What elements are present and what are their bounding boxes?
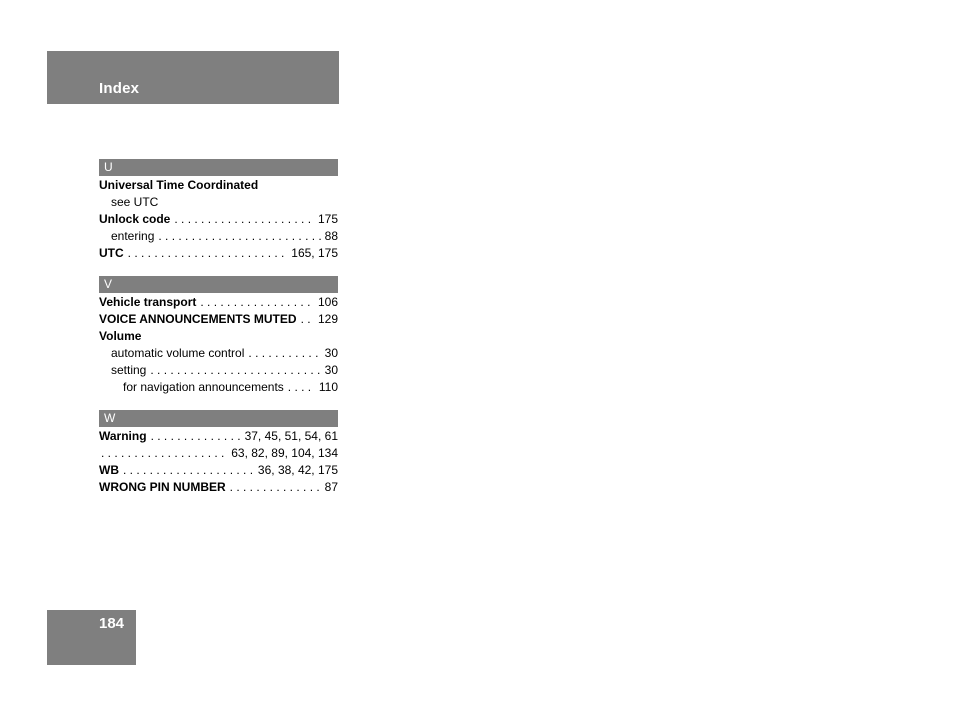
index-term: Universal Time Coordinated	[99, 178, 259, 192]
page-references: 30	[324, 363, 338, 377]
dot-leader	[158, 228, 320, 245]
index-entry	[99, 362, 338, 379]
page-references: 36, 38, 42, 175	[257, 463, 338, 477]
dot-leader	[150, 362, 320, 379]
dot-leader	[174, 211, 314, 228]
index-section-u	[99, 159, 338, 262]
index-entry	[99, 345, 338, 362]
index-term: WRONG PIN NUMBER	[99, 480, 226, 494]
index-entry	[99, 294, 338, 311]
dot-leader	[200, 294, 314, 311]
index-entry	[99, 194, 338, 211]
page-number: 184	[99, 615, 125, 632]
index-term: Vehicle transport	[99, 295, 197, 309]
page-references: 37, 45, 51, 54, 61	[244, 429, 338, 443]
index-term: WB	[99, 463, 119, 477]
page-references: 110	[318, 380, 338, 394]
index-section-v	[99, 276, 338, 396]
index-entry	[99, 311, 338, 328]
dot-leader	[288, 379, 315, 396]
section-letter-header: V	[99, 276, 338, 293]
index-entry	[99, 379, 338, 396]
index-entry	[99, 245, 338, 262]
dot-leader	[128, 245, 288, 262]
index-entry	[99, 328, 338, 345]
index-section-w	[99, 410, 338, 496]
page-references: 30	[324, 346, 338, 360]
page-references: 175	[317, 212, 338, 226]
page-title: Index	[99, 80, 140, 97]
index-term: VOICE ANNOUNCEMENTS MUTED	[99, 312, 297, 326]
index-entry	[99, 211, 338, 228]
page-references: 106	[317, 295, 338, 309]
dot-leader	[123, 462, 254, 479]
header-bar	[47, 51, 339, 104]
footer-bar	[47, 610, 136, 665]
page-references: 165, 175	[291, 246, 338, 260]
index-column	[99, 159, 338, 510]
index-term: entering	[111, 229, 155, 243]
index-term: Volume	[99, 329, 142, 343]
dot-leader	[301, 311, 314, 328]
index-entry	[99, 228, 338, 245]
index-term: for navigation announcements	[123, 380, 284, 394]
index-term: setting	[111, 363, 147, 377]
index-term: automatic volume control	[111, 346, 245, 360]
index-entry	[99, 462, 338, 479]
index-entry	[99, 479, 338, 496]
index-term: see UTC	[111, 195, 159, 209]
dot-leader	[151, 428, 241, 445]
page-references: 129	[317, 312, 338, 326]
section-letter-header: U	[99, 159, 338, 176]
dot-leader	[248, 345, 320, 362]
index-term: Unlock code	[99, 212, 171, 226]
index-term: UTC	[99, 246, 124, 260]
index-entry	[99, 177, 338, 194]
page-references: 87	[324, 480, 338, 494]
dot-leader	[101, 445, 227, 462]
page-references: 63, 82, 89, 104, 134	[231, 446, 338, 460]
index-entry	[99, 445, 338, 462]
dot-leader	[230, 479, 321, 496]
index-term: Warning	[99, 429, 147, 443]
section-letter-header: W	[99, 410, 338, 427]
page-references: 88	[324, 229, 338, 243]
index-entry	[99, 428, 338, 445]
